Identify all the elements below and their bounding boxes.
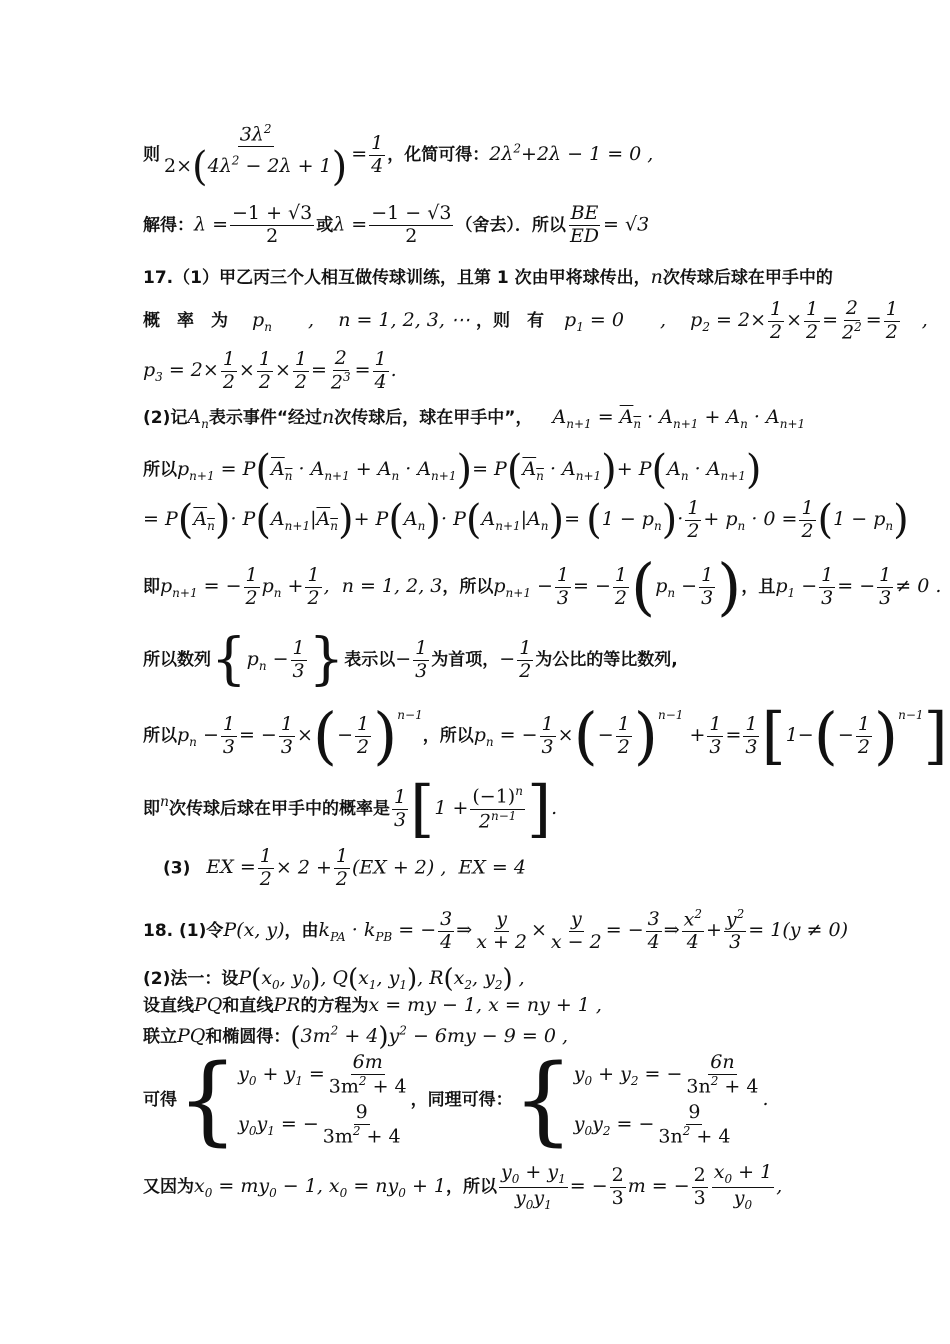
general-term-line: 所以$p_n$ − $\frac{1}{3}$ = − $\frac{1}{3}$ ×(− $\frac{1}{2}$ )$^{n-1}$，所以$p_n$ = − $\frac{1}{3}$ ×(− $\frac{1}{2}$ )$^{n-1}$ + $\frac{1}{3}$ = $\frac{1}{3}$ [1−(− $\frac{1}{2}$ )$^{n-1}$]: [143, 699, 948, 772]
probability-line-1: 所以$p_{n+1} = P(A_n \cdot A_{n+1} + A_n \cdot A_{n+1})= P(A_n \cdot A_{n+1})+ P(A_n \cdot A_{n+1})$: [143, 447, 762, 493]
part2-line: (2)记$A_n$表示事件“经过n次传球后，球在甲手中”， $A_{n+1} = A_n \cdot A_{n+1} + A_n \cdot A_{n+1}$: [143, 406, 806, 431]
recurrence-line: 即$p_{n+1}$ = − $\frac{1}{2}$ $p_n$ + $\frac{1}{2}$ , n = 1, 2, 3，所以$p_{n+1}$ − $\frac{1}{3}$ = − $\frac{1}{2}$ ($p_n$ − $\frac{1}{3}$ )，且$p_1$ − $\frac{1}{3}$ = − $\frac{1}{3}$ ≠ 0 .: [143, 550, 942, 623]
lines-equation: 设直线PQ和直线PR的方程为x = my − 1, x = ny + 1 ,: [143, 994, 602, 1016]
q17-line-1: 17.（1）甲乙丙三个人相互做传球训练，且第 1 次由甲将球传出，n次传球后球在甲手中的: [143, 266, 833, 288]
sequence-line: 所以数列{$p_n$ − $\frac{1}{3}$ }表示以− $\frac{1}{3}$ 为首项，− $\frac{1}{2}$ 为公比的等比数列,: [143, 627, 678, 692]
q17-line-2: 概 率 为 $p_n$ , n = 1, 2, 3, ⋯ ，则 有 $p_1 = 0$ , $p_2 = 2\times$ $\frac{1}{2}$ × $\frac{1}{2}$ = $\frac{2}{2^2}$ = $\frac{1}{2}$ ,: [143, 297, 928, 344]
equation-line-1: 则 $\frac{3\lambda^2}{2\times(4\lambda^2 - 2\lambda + 1)}$ = $\frac{1}{4}$ ，化简可得：$2\lambda^2+2\lambda - 1 = 0$ ,: [143, 122, 654, 191]
p3-line: $p_3 = 2\times$ $\frac{1}{2}$ × $\frac{1}{2}$ × $\frac{1}{2}$ = $\frac{2}{2^3}$ = $\frac{1}{4}$ .: [143, 347, 397, 394]
conclusion-line: 即$^n$次传球后球在甲手中的概率是 $\frac{1}{3}$ [1 + $\frac{(-1)^n}{2^{n-1}}$ ].: [143, 772, 558, 845]
combine-line: 联立PQ和椭圆得：$(3m^2 + 4)y^2 - 6my - 9 = 0$ ,: [143, 1022, 568, 1052]
vieta-systems: 可得{ $y_0 + y_1$ = $\frac{6m}{3m^2 + 4}$ $y_0y_1$ = − $\frac{9}{3m^2 + 4}$ ，同理可得：{ $y_0 + y_2$ = − $\frac{6n}{3n^2 + 4}$ $y_0y_2$ = − $\frac{9}{3n^2 + 4}$ .: [143, 1044, 769, 1157]
probability-line-2: = $P(A_n)\cdot P(A_{n+1}|A_n)+ P(A_n)\cdot P(A_{n+1}|A_n)= (1 - p_n)\cdot$ $\frac{1}{2}$ + $p_n \cdot 0$ = $\frac{1}{2}$ $(1 - p_n)$: [143, 497, 909, 544]
q18-line: 18. (1)令P(x, y)，由$k_{PA} \cdot k_{PB}$ = − $\frac{3}{4}$ ⇒ $\frac{y}{x + 2}$ × $\frac{y}{x - 2}$ = − $\frac{3}{4}$ ⇒ $\frac{x^2}{4}$ + $\frac{y^2}{3}$ = 1(y ≠ 0): [143, 907, 848, 954]
method1-line: (2)法一：设$P(x_0$, $y_0$), $Q(x_1$, $y_1$), $R(x_2$, $y_2$) ,: [143, 964, 525, 994]
fraction: $\frac{3\lambda^2}{2\times(4\lambda^2 - 2\lambda + 1)}$: [164, 122, 348, 191]
part3-line: (3) EX = $\frac{1}{2}$ × 2 + $\frac{1}{2}$ (EX + 2) , EX = 4: [163, 845, 526, 890]
equation-line-2: 解得：λ = $\frac{-1 + √3}{2}$ 或λ = $\frac{-1 - √3}{2}$ （舍去）．所以 $\frac{BE}{ED}$ = √3: [143, 202, 650, 247]
final-line: 又因为$x_0 = my_0 - 1$, $x_0 = ny_0 + 1$，所以 $\frac{y_0 + y_1}{y_0y_1}$ = − $\frac{2}{3}$ m = − $\frac{2}{3}$ $\frac{x_0 + 1}{y_0}$ ,: [143, 1161, 783, 1212]
